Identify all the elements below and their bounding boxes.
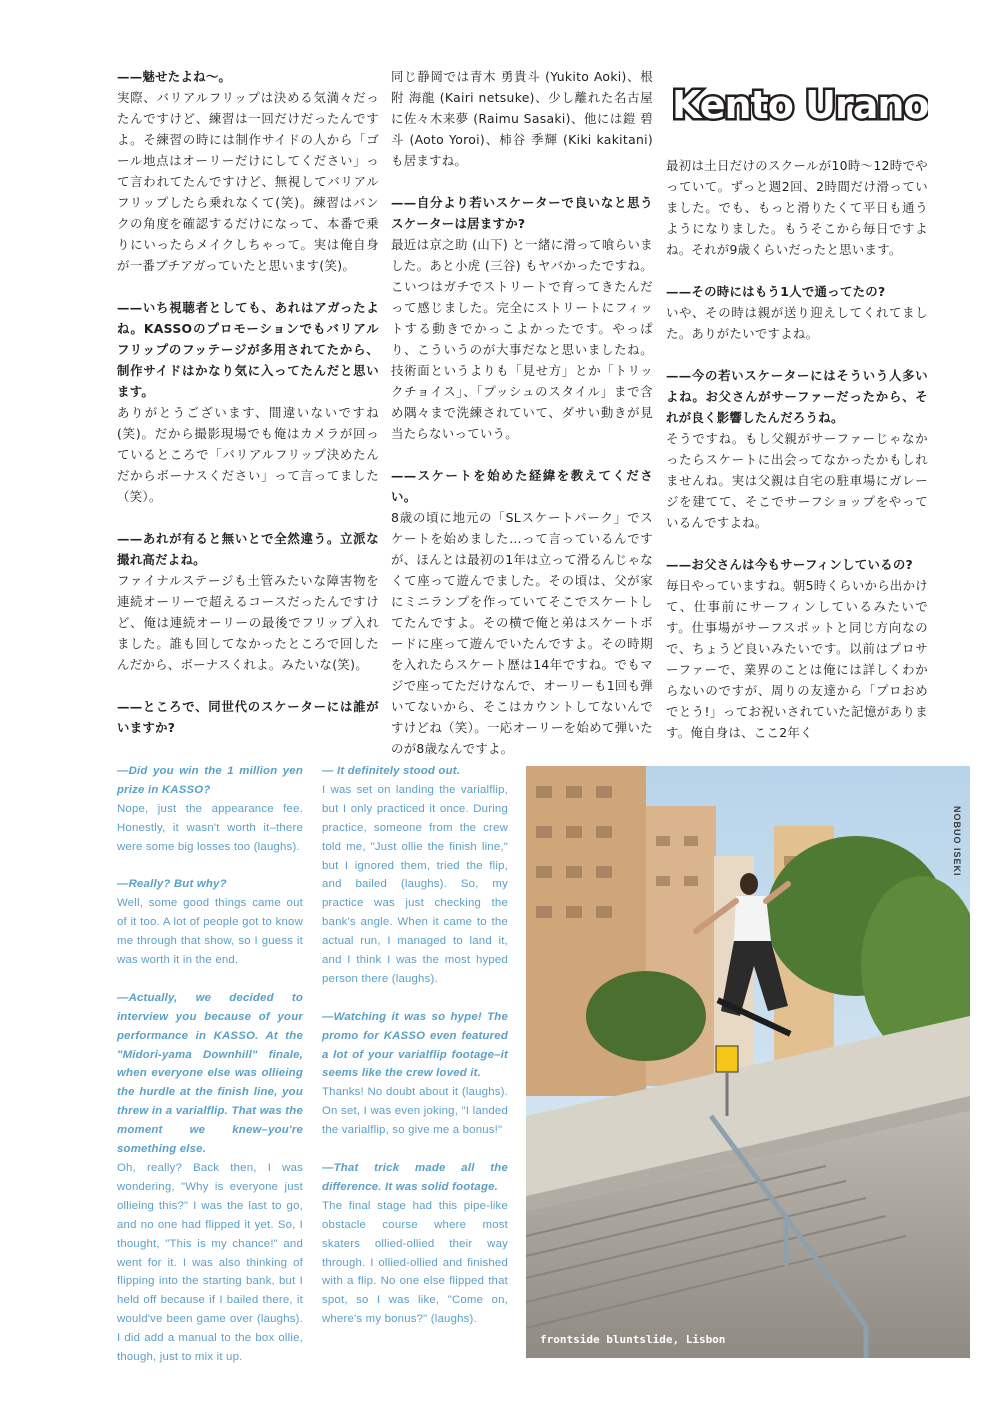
qa-block xyxy=(117,696,379,738)
english-column-2 xyxy=(322,762,508,1348)
question: —Actually, we decided to interview you because of your performance in KASSO. At the "Midori-yama Downhill" finale, when everyone else was ollieing the hurdle at the finish line, you threw in a varialflip. That was the moment we knew–you're something else. xyxy=(117,991,303,1156)
qa-block xyxy=(117,528,379,675)
answer: Nope, just the appearance fee. Honestly, it wasn't worth it–there were some big losses too (laughs). xyxy=(117,802,303,853)
question: ——あれが有ると無いとで全然違う。立派な撮れ高だよね。 xyxy=(117,531,379,567)
qa-block xyxy=(322,1008,508,1140)
qa-block xyxy=(391,465,653,759)
photo-illustration xyxy=(526,766,970,1358)
answer: Well, some good things came out of it too. A lot of people got to know me through that show, so I guess it was worth it in the end. xyxy=(117,897,303,967)
qa-block xyxy=(117,989,303,1367)
qa-block xyxy=(666,155,928,260)
answer: 最近は京之助 (山下) と一緒に滑って喰らいました。あと小虎 (三谷) もヤバかったですね。こいつはガチでストリートで育ってきたんだって感じました。完全にストリートにフィットする動きでかっこよかったです。やっぱり、こういうのが大事だなと思いましたね。技術面というよりも「見せ方」とか「トリックチョイス」、「プッシュのスタイル」まで含め隅々まで洗練されていて、ダサい動きが見当たらないっていう。 xyxy=(391,237,653,441)
question: ——スケートを始めた経緯を教えてください。 xyxy=(391,468,653,504)
answer: 同じ静岡では青木 勇貴斗 (Yukito Aoki)、根附 海龍 (Kairi netsuke)、少し離れた名古屋に佐々木来夢 (Raimu Sasaki)、他には鎧 碧斗 (Aoto Yoroi)、柿谷 季輝 (Kiki kakitani) も居ますね。 xyxy=(391,69,653,168)
qa-block xyxy=(117,762,303,857)
answer: 8歳の頃に地元の「SLスケートパーク」でスケートを始めました…って言っているんですが、ほんとは最初の1年は立って滑るんじゃなくて座って遊んでました。その頃は、父が家にミニランプを作っていてそこでスケートしてたんですよ。その横で俺と弟はスケートボードに座って遊んでいたんですよ。その時期を入れたらスケート歴は14年ですね。でもマジで座ってただけなんで、オーリーも1回も弾いてないから、そこはカウントしてないんですけどね（笑）。一応オーリーを始めて弾いたのが8歳なんですよ。 xyxy=(391,510,653,756)
answer: Thanks! No doubt about it (laughs). On set, I was even joking, "I landed the varialflip, so give me a bonus!" xyxy=(322,1086,508,1137)
photo-credit: NOBUO ISEKI xyxy=(952,806,962,877)
kento-urano-logo xyxy=(666,74,928,136)
answer: 実際、バリアルフリップは決める気満々だったんですけど、練習は一回だけだったんですよ。そ練習の時には制作サイドの人から「ゴール地点はオーリーだけにしてください」って言われてたんですけど、無視してバリアルフリップしたら乗れなくて(笑)。練習はバンクの角度を確認するだけになって、本番で乗りにいったらメイクしちゃって。実は俺自身が一番ブチアガっていたと思います(笑)。 xyxy=(117,90,379,273)
question: ——お父さんは今もサーフィンしているの? xyxy=(666,557,913,572)
question: —Really? But why? xyxy=(117,878,227,891)
qa-block xyxy=(666,281,928,344)
answer: Oh, really? Back then, I was wondering, "Why is everyone just ollieing this?" I was the last to go, and no one had flipped it yet. So, I thought, "This is my chance!" and went for it. I was also thinking of flipping into the starting bank, but I held off because if I bailed there, it would've been game over (laughs). I did add a manual to the box ollie, though, just to mix it up. xyxy=(117,1162,303,1364)
japanese-column-1 xyxy=(117,66,379,759)
japanese-column-2 xyxy=(391,66,653,780)
english-column-1 xyxy=(117,762,303,1386)
question: ——その時にはもう1人で通ってたの? xyxy=(666,284,886,299)
answer: ファイナルステージも土管みたいな障害物を連続オーリーで超えるコースだったんですけど、俺は連続オーリーの最後でフリップ入れました。誰も回してなかったところで回したんだから、ボーナスくれよ。みたいな(笑)。 xyxy=(117,573,379,672)
question: ——魅せたよね〜。 xyxy=(117,69,232,84)
photo-caption: frontside bluntslide, Lisbon xyxy=(540,1333,726,1346)
logo-text: Kento Urano xyxy=(672,83,928,127)
qa-block xyxy=(666,365,928,533)
question: ——ところで、同世代のスケーターには誰がいますか? xyxy=(117,699,379,735)
question: —Did you win the 1 million yen prize in KASSO? xyxy=(117,765,303,796)
question: — It definitely stood out. xyxy=(322,765,461,777)
qa-block xyxy=(322,762,508,989)
qa-block xyxy=(117,297,379,507)
answer: ありがとうございます、間違いないですね(笑)。だから撮影現場でも俺はカメラが回っているところで「バリアルフリップ決めたんだからボーナスください」って言ってました（笑）。 xyxy=(117,405,379,504)
question: ——今の若いスケーターにはそういう人多いよね。お父さんがサーファーだったから、それが良く影響したんだろうね。 xyxy=(666,368,928,425)
skateboard-photo xyxy=(526,766,970,1358)
answer: 毎日やっていますね。朝5時くらいから出かけて、仕事前にサーフィンしているみたいです。仕事場がサーフスポットと同じ方向なので、ちょうど良いみたいです。以前はプロサーファーで、業界のことは俺には詳しくわからないのですが、周りの友達から「プロおめでとう!」ってお祝いされていた記憶があります。俺自身は、ここ2年く xyxy=(666,578,928,740)
answer: The final stage had this pipe-like obstacle course where most skaters ollied-ollied their way through. I ollied-ollied and finished with a flip. No one else flipped that spot, so I was like, "Come on, where's my bonus?" (laughs). xyxy=(322,1199,508,1326)
answer: 最初は土日だけのスクールが10時〜12時でやっていて。ずっと週2回、2時間だけ滑っていました。でも、もっと滑りたくて平日も通うようになりました。もうそこから毎日ですよね。それが9歳くらいだったと思います。 xyxy=(666,158,928,257)
qa-block xyxy=(322,1159,508,1329)
qa-block xyxy=(391,66,653,171)
qa-block xyxy=(117,875,303,970)
question: ——いち視聴者としても、あれはアガったよね。KASSOのプロモーションでもバリアルフリップのフッテージが多用されてたから、制作サイドはかなり気に入ってたんだと思います。 xyxy=(117,300,379,399)
qa-block xyxy=(666,554,928,743)
answer: そうですね。もし父親がサーファーじゃなかったらスケートに出会ってなかったかもしれませんね。実は父親は自宅の駐車場にガレージを建てて、そこでサーフショップをやっているんですよね。 xyxy=(666,431,928,530)
question: —That trick made all the difference. It was solid footage. xyxy=(322,1162,508,1193)
question: —Watching it was so hype! The promo for KASSO even featured a lot of your varialflip footage–it seems like the crew loved it. xyxy=(322,1010,508,1080)
qa-block xyxy=(391,192,653,444)
answer: I was set on landing the varialflip, but I only practiced it once. During practice, someone from the crew told me, "Just ollie the finish line," but I ignored them, tried the flip, and bailed (laughs). So, my practice was just checking the bank's angle. When it came to the actual run, I managed to land it, and I think I was the most hyped person there (laughs). xyxy=(322,783,508,985)
question: ——自分より若いスケーターで良いなと思うスケーターは居ますか? xyxy=(391,195,653,231)
answer: いや、その時は親が送り迎えしてくれてました。ありがたいですよね。 xyxy=(666,305,928,341)
japanese-column-3 xyxy=(666,155,928,764)
qa-block xyxy=(117,66,379,276)
